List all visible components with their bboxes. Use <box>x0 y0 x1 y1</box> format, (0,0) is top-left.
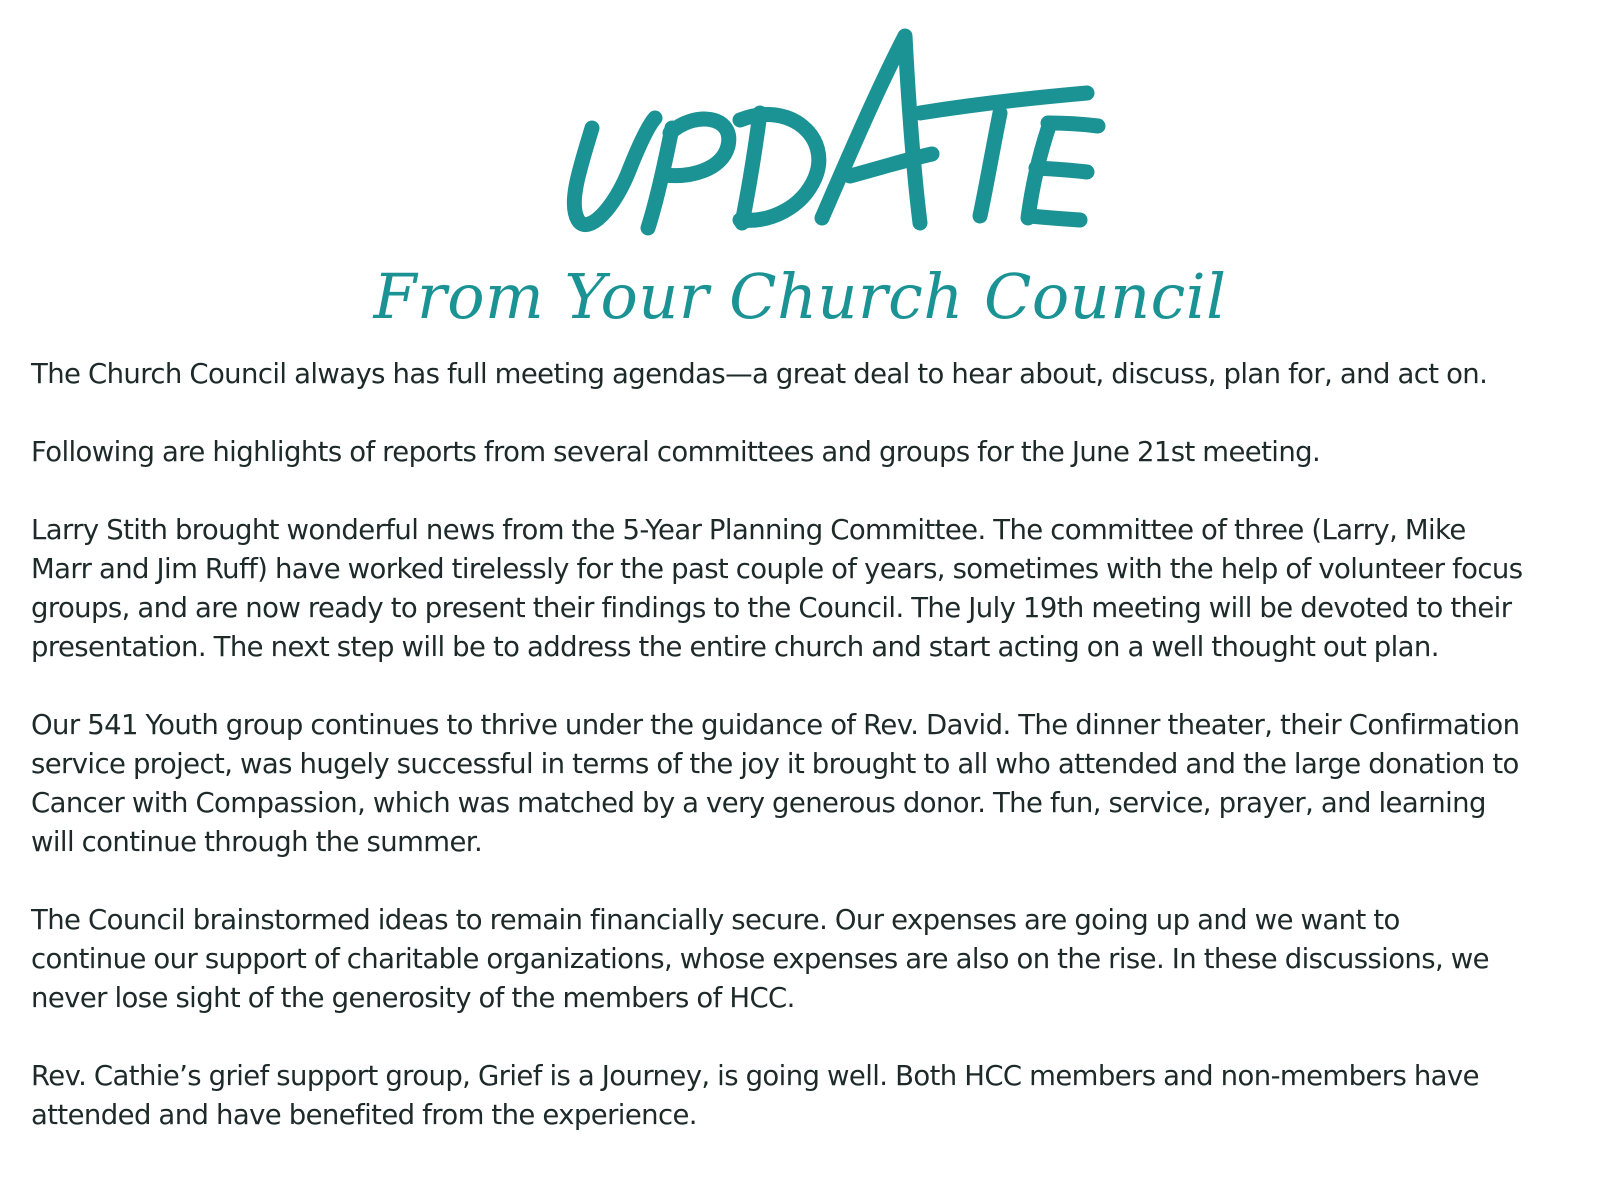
article-body <box>31 355 1591 1174</box>
subtitle: From Your Church Council <box>373 260 1227 333</box>
paragraph-grief-support: Rev. Cathie’s grief support group, Grief is a Journey, is going well. Both HCC members and non-members have attended and have benefited from the experience. <box>31 1060 1479 1131</box>
paragraph-planning-committee: Larry Stith brought wonderful news from the 5-Year Planning Committee. The committee of three (Larry, Mike Marr and Jim Ruff) have worked tirelessly for the past couple of years, sometimes with the help of volunteer focus groups, and are now ready to present their findings to the Council. The July 19th meeting will be devoted to their presentation. The next step will be to address the entire church and start acting on a well thought out plan. <box>31 514 1523 663</box>
paragraph-youth-group: Our 541 Youth group continues to thrive under the guidance of Rev. David. The dinner theater, their Confirmation service project, was hugely successful in terms of the joy it brought to all who attended and the large donation to Cancer with Compassion, which was matched by a very generous donor. The fun, service, prayer, and learning will continue through the summer. <box>31 709 1520 858</box>
paragraph-highlights: Following are highlights of reports from several committees and groups for the June 21st meeting. <box>31 436 1321 468</box>
header <box>0 0 1600 340</box>
paragraph-finances: The Council brainstormed ideas to remain financially secure. Our expenses are going up and we want to continue our support of charitable organizations, whose expenses are also on the rise. In these discussions, we never lose sight of the generosity of the members of HCC. <box>31 904 1489 1014</box>
paragraph-intro: The Church Council always has full meeting agendas—a great deal to hear about, discuss, plan for, and act on. <box>31 358 1488 390</box>
update-title-logo <box>560 28 1120 238</box>
